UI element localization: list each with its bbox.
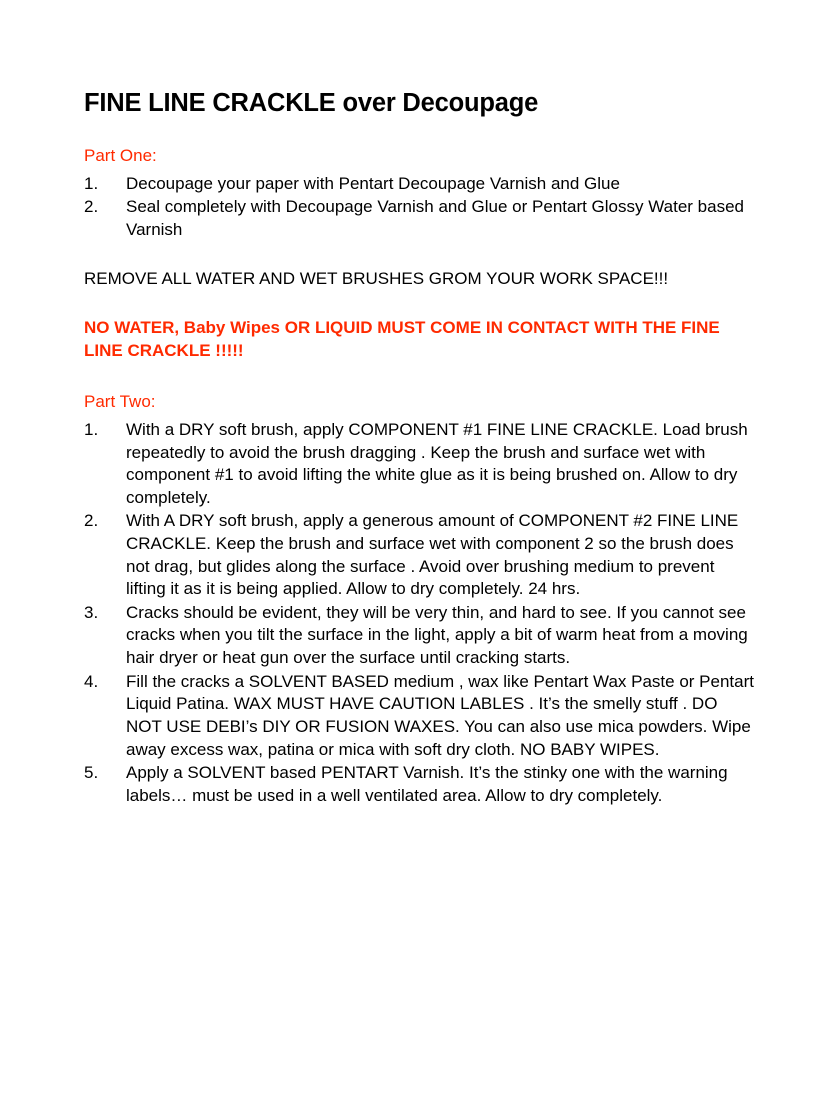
list-item-number: 1. <box>84 173 99 193</box>
list-item-text: With a DRY soft brush, apply COMPONENT #1 FINE LINE CRACKLE. Load brush repeatedly to avoid the brush dragging . Keep the brush and surface wet with component #1 to avoid lifting the white glue as it is being brushed on. Allow to dry completely. <box>126 419 748 507</box>
list-item <box>84 419 756 509</box>
part-one-heading: Part One: <box>84 145 157 165</box>
list-item-number: 2. <box>84 197 99 217</box>
page-title: FINE LINE CRACKLE over Decoupage <box>84 89 539 117</box>
part-one-step-list <box>84 173 756 242</box>
list-item-text: With A DRY soft brush, apply a generous amount of COMPONENT #2 FINE LINE CRACKLE. Keep the brush and surface wet with component 2 so the brush does not drag, but glides along the surface . Avoid over brushing medium to prevent lifting it as it is being applied. Allow to dry completely. 24 hrs. <box>126 511 739 599</box>
list-item-text: Cracks should be evident, they will be very thin, and hard to see. If you cannot see cracks when you tilt the surface in the light, apply a bit of warm heat from a moving hair dryer or heat gun over the surface until cracking starts. <box>126 602 748 668</box>
list-item <box>84 173 756 196</box>
list-item-text: Apply a SOLVENT based PENTART Varnish. It’s the stinky one with the warning labels… must be used in a well ventilated area. Allow to dry completely. <box>126 763 728 805</box>
list-item <box>84 671 756 761</box>
list-item-number: 1. <box>84 419 99 439</box>
part-two-step-list <box>84 419 756 807</box>
list-item-text: Fill the cracks a SOLVENT BASED medium , wax like Pentart Wax Paste or Pentart Liquid Patina. WAX MUST HAVE CAUTION LABLES . It’s the smelly stuff . DO NOT USE DEBI’s DIY OR FUSION WAXES. You can also use mica powders. Wipe away excess wax, patina or mica with soft dry cloth. NO BABY WIPES. <box>126 671 754 759</box>
list-item-number: 2. <box>84 511 99 531</box>
part-two-heading: Part Two: <box>84 392 156 412</box>
list-item-text: Seal completely with Decoupage Varnish and Glue or Pentart Glossy Water based Varnish <box>126 197 744 239</box>
list-item-text: Decoupage your paper with Pentart Decoupage Varnish and Glue <box>126 173 620 193</box>
warning-remove-water: REMOVE ALL WATER AND WET BRUSHES GROM YOUR WORK SPACE!!! <box>84 269 669 289</box>
list-item-number: 4. <box>84 671 99 691</box>
list-item <box>84 762 756 807</box>
list-item <box>84 196 756 241</box>
list-item <box>84 602 756 670</box>
list-item-number: 5. <box>84 763 99 783</box>
list-item <box>84 510 756 600</box>
warning-no-water-red: NO WATER, Baby Wipes OR LIQUID MUST COME IN CONTACT WITH THE FINE LINE CRACKLE !!!!! <box>84 318 720 361</box>
list-item-number: 3. <box>84 602 99 622</box>
